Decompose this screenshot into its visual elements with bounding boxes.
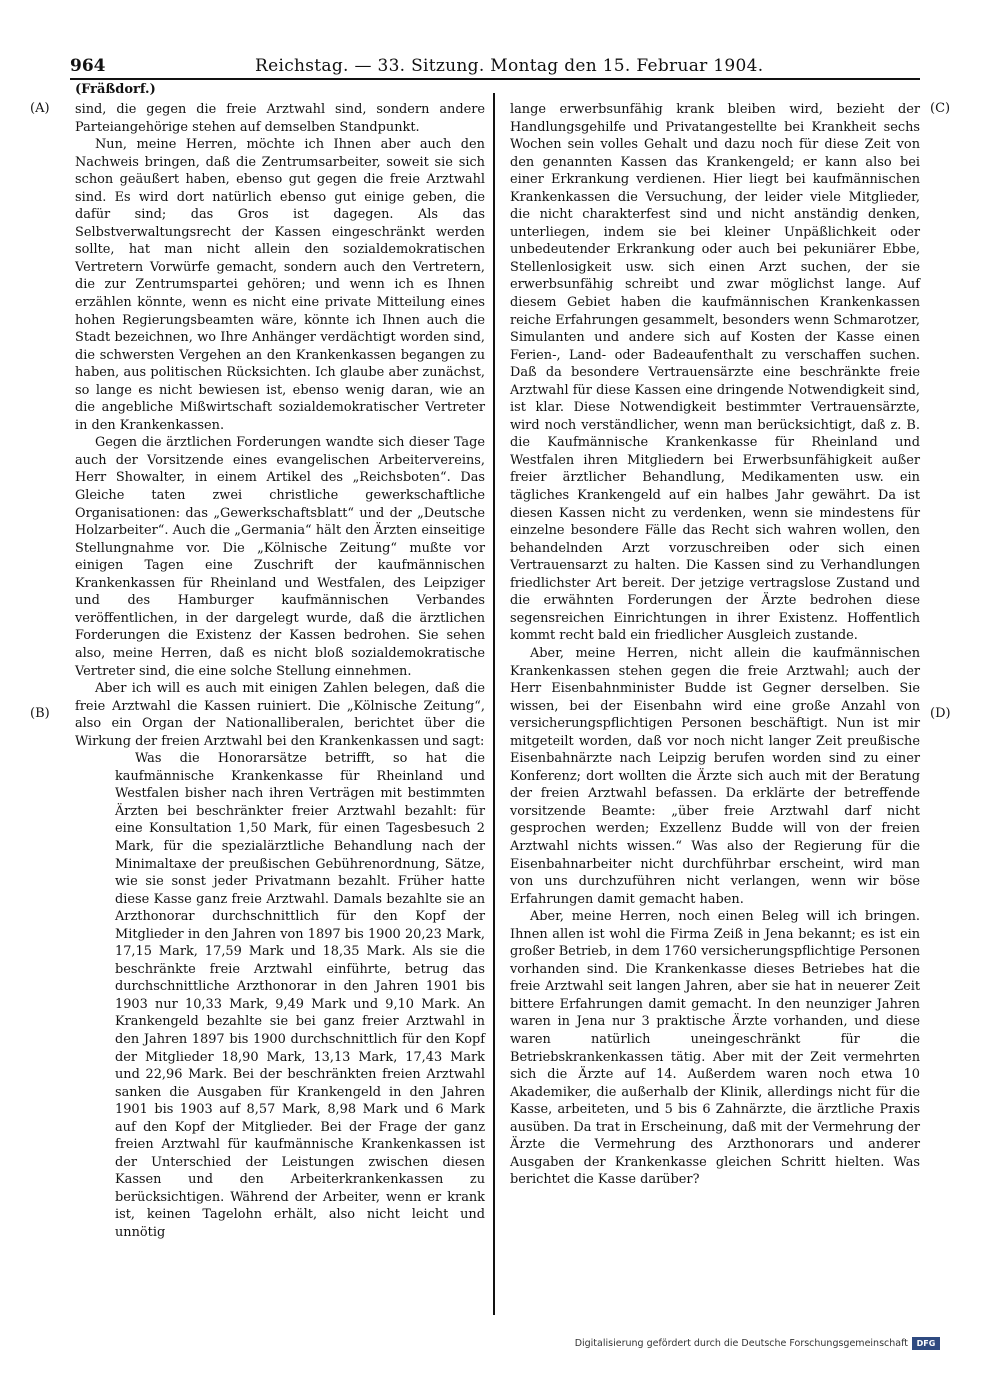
quoted-passage: Was die Honorarsätze betrifft, so hat die kaufmännische Krankenkasse für Rheinland und Westfalen bisher nach ihren Verträgen mit bestimmten Ärzten bei beschränkter freier Arztwahl bezahlt: für eine Konsultation 1,50 Mark, für einen Tagesbesuch 2 Mark, für die spezialärztliche Behandlung nach der Minimaltaxe der preußischen Gebührenordnung, Sätze, wie sie sonst jeder Privatmann bezahlt. Früher hatte diese Kasse ganz freie Arztwahl. Damals bezahlte sie an Arzthonorar durchschnittlich für den Kopf der Mitglieder in den Jahren von 1897 bis 1900 20,23 Mark, 17,15 Mark, 17,59 Mark und 18,35 Mark. Als sie die beschränkte freie Arztwahl einführte, betrug das durchschnittliche Arzthonorar in den Jahren 1901 bis 1903 nur 10,33 Mark, 9,49 Mark und 9,10 Mark. An Krankengeld bezahlte sie bei ganz freier Arztwahl in den Jahren 1897 bis 1900 durchschnittlich für den Kopf der Mitglieder 18,90 Mark, 13,13 Mark, 17,43 Mark und 22,96 Mark. Bei der beschränkten freien Arztwahl sanken die Ausgaben für Krankengeld in den Jahren 1901 bis 1903 auf 8,57 Mark, 8,98 Mark und 6 Mark auf den Kopf der Mitglieder. Bei der Frage der ganz freien Arztwahl für kaufmännische Krankenkassen ist der Unterschied der Leistungen zwischen diesen Kassen und den Arbeiterkrankenkassen zu berücksichtigen. Während der Arbeiter, wenn er krank ist, keinen Tagelohn erhält, also nicht leicht und unnötig <box>115 751 485 1240</box>
header-rule <box>70 78 920 80</box>
right-column <box>510 101 920 1189</box>
footer-credit: Digitalisierung gefördert durch die Deutsche Forschungsgemeinschaft <box>574 1337 908 1349</box>
dfg-logo: DFG <box>912 1337 940 1350</box>
running-title: Reichstag. — 33. Sitzung. Montag den 15. Februar 1904. <box>255 56 764 76</box>
digitization-footer <box>575 1336 940 1350</box>
margin-mark-a: (A) <box>30 101 50 116</box>
paragraph: Aber, meine Herren, nicht allein die kaufmännischen Krankenkassen stehen gegen die freie Arztwahl; auch der Herr Eisenbahnminister Budde ist Gegner derselben. Sie wissen, bei der Eisenbahn wird eine große Anzahl von versicherungspflichtigen Personen beschäftigt. Nun ist mir mitgeteilt worden, daß vor noch nicht langer Zeit preußische Eisenbahnärzte nach Leipzig berufen worden sind zu einer Konferenz; dort wollten die Ärzte sich auch mit der Beratung der freien Arztwahl befassen. Da erklärte der betreffende vorsitzende Beamte: „über freie Arztwahl darf nicht gesprochen werden; Exzellenz Budde will von der freien Arztwahl nichts wissen.“ Was also der Regierung für die Eisenbahnarbeiter nicht durchführbar erscheint, wird man von uns durchzuführen nicht verlangen, wenn wir böse Erfahrungen damit gemacht haben. <box>510 645 920 907</box>
left-column <box>75 101 485 1242</box>
margin-mark-b: (B) <box>30 706 50 721</box>
speaker-name: (Fräßdorf.) <box>75 82 156 97</box>
page-header <box>70 50 920 78</box>
column-divider <box>493 93 495 1315</box>
page-number: 964 <box>70 56 106 76</box>
paragraph: Aber ich will es auch mit einigen Zahlen belegen, daß die freie Arztwahl die Kassen ruiniert. Die „Kölnische Zeitung“, also ein Organ der Nationalliberalen, berichtet über die Wirkung der freien Arztwahl bei den Krankenkassen und sagt: <box>75 681 485 749</box>
paragraph: Gegen die ärztlichen Forderungen wandte sich dieser Tage auch der Vorsitzende eines evangelischen Arbeitervereins, Herr Showalter, in einem Artikel des „Reichsboten“. Das Gleiche taten zwei christliche gewerkschaftliche Organisationen: das „Gewerkschaftsblatt“ und der „Deutsche Holzarbeiter“. Auch die „Germania“ hält den Ärzten einseitige Stellungnahme vor. Die „Kölnische Zeitung“ mußte vor einigen Tagen eine Zuschrift der kaufmännischen Krankenkassen für Rheinland und Westfalen, des Leipziger und des Hamburger kaufmännischen Verbandes veröffentlichen, in der dargelegt wurde, daß die ärztlichen Forderungen die Existenz der Kassen bedrohen. Sie sehen also, meine Herren, daß es nicht bloß sozialdemokratische Vertreter sind, die eine solche Stellung einnehmen. <box>75 435 485 679</box>
paragraph: sind, die gegen die freie Arztwahl sind, sondern andere Parteiangehörige stehen auf demselben Standpunkt. <box>75 102 485 135</box>
paragraph: Nun, meine Herren, möchte ich Ihnen aber auch den Nachweis bringen, daß die Zentrumsarbeiter, soweit sie sich schon geäußert haben, ebenso gut gegen die freie Arztwahl sind. Es wird dort natürlich ebenso gut einige geben, die dafür sind; das Gros ist dagegen. Als das Selbstverwaltungsrecht der Kassen eingeschränkt werden sollte, hat man nicht allein den sozialdemokratischen Vertretern Vorwürfe gemacht, sondern auch den Vertretern, die zur Zentrumspartei gehören; und wenn ich es Ihnen erzählen könnte, wenn es nicht eine private Mitteilung eines hohen Regierungsbeamten wäre, könnte ich Ihnen auch die Stadt bezeichnen, wo Ihre Anhänger verdächtigt worden sind, die schwersten Vergehen an den Krankenkassen begangen zu haben, aus politischen Rücksichten. Ich glaube aber zunächst, so lange es nicht bewiesen ist, ebenso wenig daran, wie an die angebliche Mißwirtschaft sozialdemokratischer Vertreter in den Krankenkassen. <box>75 137 485 433</box>
paragraph: Aber, meine Herren, noch einen Beleg will ich bringen. Ihnen allen ist wohl die Firma Zeiß in Jena bekannt; es ist ein großer Betrieb, in dem 1760 versicherungspflichtige Personen vorhanden sind. Die Krankenkasse dieses Betriebes hat die freie Arztwahl seit langen Jahren, aber sie hat in neuerer Zeit bittere Erfahrungen damit gemacht. In den neunziger Jahren waren in Jena nur 3 praktische Ärzte vorhanden, und diese waren natürlich uneingeschränkt für die Betriebskrankenkassen tätig. Aber mit der Zeit vermehrten sich die Ärzte auf 14. Außerdem waren noch etwa 10 Akademiker, die außerhalb der Klinik, allerdings nicht für die Kasse, arbeiteten, und 5 bis 6 Zahnärzte, die ärztliche Praxis ausüben. Da trat in Erscheinung, daß mit der Vermehrung der Ärzte die Vermehrung des Arzthonorars und anderer Ausgaben der Krankenkasse gleichen Schritt hielten. Was berichtet die Kasse darüber? <box>510 909 920 1188</box>
margin-mark-c: (C) <box>930 101 951 116</box>
margin-mark-d: (D) <box>930 706 951 721</box>
paragraph: lange erwerbsunfähig krank bleiben wird, bezieht der Handlungsgehilfe und Privatangestellte bei Krankheit sechs Wochen sein volles Gehalt und dazu noch für diese Zeit von den genannten Kassen das Krankengeld; er kann also bei einer Erkrankung verdienen. Hier liegt bei kaufmännischen Krankenkassen die Versuchung, der leider viele Mitglieder, die nicht charakterfest sind und nicht anständig denken, unterliegen, indem sie bei kleiner Unpäßlichkeit oder unbedeutender Erkrankung oder auch bei pekuniärer Ebbe, Stellenlosigkeit usw. sich einen Arzt suchen, der sie erwerbsunfähig schreibt und zwar möglichst lange. Auf diesem Gebiet haben die kaufmännischen Krankenkassen reiche Erfahrungen gesammelt, besonders wenn Schmarotzer, Simulanten und andere sich auf Kosten der Kasse einen Ferien-, Land- oder Badeaufenthalt zu verschaffen suchen. Daß da besondere Vertrauensärzte eine beschränkte freie Arztwahl für diese Kassen eine dringende Notwendigkeit sind, ist klar. Diese Notwendigkeit bestimmter Vertrauensärzte, wird noch verständlicher, wenn man berücksichtigt, daß z. B. die Kaufmännische Krankenkasse für Rheinland und Westfalen ihren Mitgliedern bei Erwerbsunfähigkeit außer freier ärztlicher Behandlung, Medikamenten usw. ein tägliches Krankengeld auf ein halbes Jahr gewährt. Da ist diesen Kassen nicht zu verdenken, wenn sie mindestens für einzelne besondere Fälle das Recht sich wahren wollen, den behandelnden Arzt vorzuschreiben oder sich einen Vertrauensarzt zu halten. Die Kassen sind zu Verhandlungen friedlichster Art bereit. Der jetzige vertragslose Zustand und die erwähnten Forderungen der Ärzte bedrohen diese segensreichen Einrichtungen in ihrer Existenz. Hoffentlich kommt recht bald ein friedlicher Ausgleich zustande. <box>510 102 920 644</box>
